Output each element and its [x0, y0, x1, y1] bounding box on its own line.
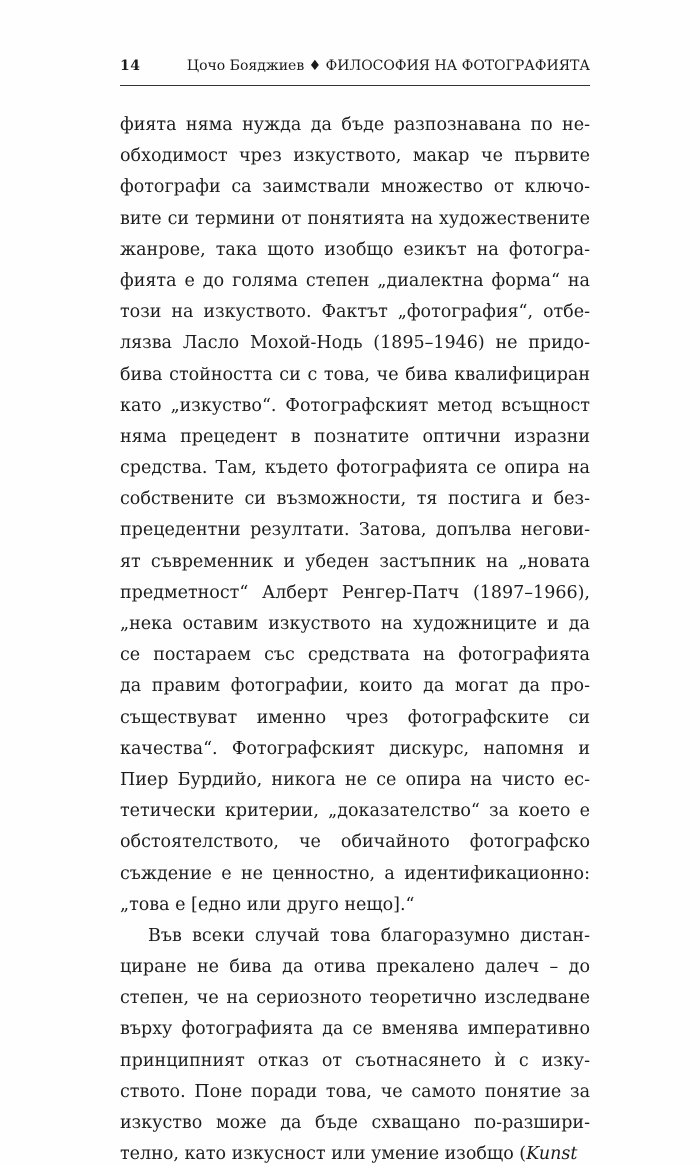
text-line: степен, че на сериозното теоретично изследване [120, 988, 590, 1009]
text-line: фотографи са заимствали множество от ключо- [120, 177, 590, 198]
text-line: вите си термини от понятията на художествените [120, 208, 590, 229]
paragraph-1 [120, 110, 590, 921]
page-number: 14 [120, 58, 141, 74]
text-line: няма прецедент в познатите оптични изразни [120, 426, 590, 447]
running-head: Цочо Бояджиев ♦ ФИЛОСОФИЯ НА ФОТОГРАФИЯТА [186, 58, 590, 74]
text-line [120, 1139, 590, 1170]
text-line: Пиер Бурдийо, никога не се опира на чисто ес- [120, 769, 590, 790]
text-line: изкуство може да бъде схващано по-разшири- [120, 1113, 590, 1133]
text-line: средства. Там, където фотографията се опира на [120, 458, 590, 479]
body-text [120, 110, 590, 1170]
text-line: качества“. Фотографският дискурс, напомня и [120, 738, 590, 759]
paragraph-2 [120, 921, 590, 1139]
text-line: „нека оставим изкуството на художниците и да [120, 614, 590, 634]
text-line: този на изкуството. Фактът „фотография“, отбе- [120, 302, 590, 323]
text-line: съществуват именно чрез фотографските си [120, 707, 590, 728]
text-line: тетически критерии, „доказателство“ за което е [120, 801, 590, 822]
page-header [120, 56, 590, 82]
text-line: жанрове, така щото изобщо езикът на фотогра- [120, 239, 590, 260]
text-line: фията е до голяма степен „диалектна форма“ на [120, 270, 590, 291]
text-line: прецедентни резултати. Затова, допълва негови- [120, 520, 590, 541]
text-line: обходимост чрез изкуството, макар че първите [120, 146, 590, 167]
text-line: „това е [едно или друго нещо].“ [120, 894, 415, 915]
text-line: върху фотографията да се вменява императивно [120, 1019, 590, 1040]
text-line: Във всеки случай това благоразумно дистан- [148, 925, 590, 946]
text-line: ят съвременник и убеден застъпник на „новата [120, 551, 590, 572]
last-line-text: телно, като изкусност или умение изобщо ( [120, 1144, 527, 1165]
text-line: бива стойността си с това, че бива квалифициран [120, 364, 590, 385]
header-rule [120, 85, 590, 86]
text-line: предметност“ Алберт Ренгер-Патч (1897–1966), [120, 582, 590, 603]
text-line: циране не бива да отива прекалено далеч – до [120, 957, 590, 978]
text-line: лязва Ласло Мохой-Нодь (1895–1946) не придо- [120, 333, 590, 354]
text-line: съждение е не ценностно, а идентификационно: [120, 863, 590, 884]
text-line: ството. Поне поради това, че самото понятие за [120, 1081, 590, 1102]
text-line: собствените си възможности, тя постига и без- [120, 489, 590, 510]
text-line: обстоятелството, че обичайното фотографско [120, 832, 590, 853]
text-line: да правим фотографии, които да могат да про- [120, 676, 590, 697]
text-line: фията няма нужда да бъде разпознавана по не- [120, 115, 590, 135]
last-line-italic: Kunst [526, 1144, 578, 1165]
text-line: като „изкуство“. Фотографският метод всъщност [120, 395, 590, 416]
text-line: принципният отказ от съотнасянето ѝ с изку- [120, 1050, 590, 1071]
text-line: се постараем със средствата на фотографията [120, 645, 590, 666]
